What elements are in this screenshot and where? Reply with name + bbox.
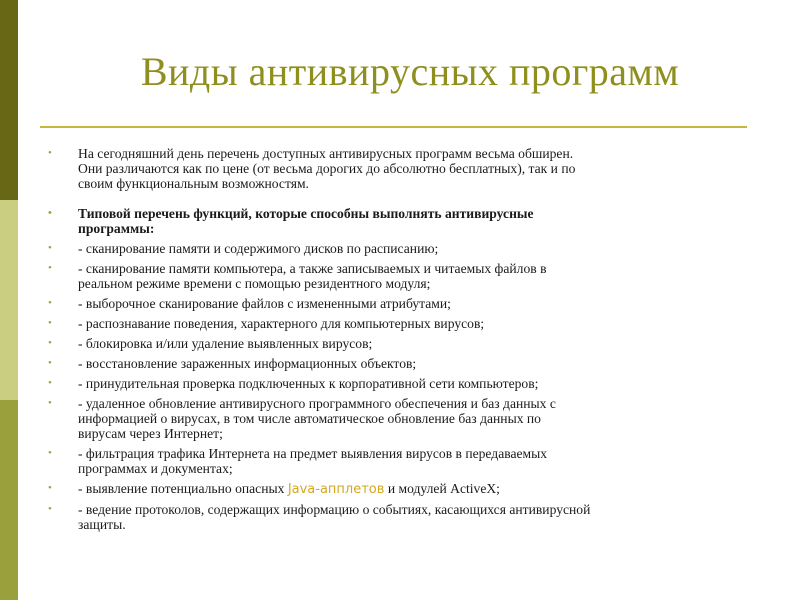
list-item-line: - ведение протоколов, содержащих информацию о событиях, касающихся антивирусной	[78, 502, 591, 517]
list-item-line: - распознавание поведения, характерного для компьютерных вирусов;	[78, 316, 485, 331]
list-item	[48, 296, 760, 311]
list-item-line: - блокировка и/или удаление выявленных вирусов;	[78, 336, 373, 351]
list-item	[48, 376, 760, 391]
list-item	[48, 316, 760, 331]
bullet-icon: •	[48, 262, 52, 274]
java-applets-link[interactable]: Java-апплетов	[287, 482, 385, 497]
bullet-icon: •	[48, 337, 52, 349]
list-item-line: - восстановление зараженных информационных объектов;	[78, 356, 417, 371]
list-item-line: вирусам через Интернет;	[78, 426, 223, 441]
list-item-protocols	[48, 502, 760, 532]
slide-content	[48, 146, 760, 532]
list-item	[48, 356, 760, 371]
list-item-line: - фильтрация трафика Интернета на предмет выявления вирусов в передаваемых	[78, 446, 548, 461]
list-item	[48, 396, 760, 441]
bullet-icon: •	[48, 447, 52, 459]
list-item	[48, 446, 760, 476]
bullet-icon: •	[48, 147, 52, 159]
list-item-line: - удаленное обновление антивирусного программного обеспечения и баз данных с	[78, 396, 556, 411]
bullet-icon: •	[48, 377, 52, 389]
intro-line: На сегодняшний день перечень доступных антивирусных программ весьма обширен.	[78, 146, 574, 161]
list-item-line: реальном режиме времени с помощью резидентного модуля;	[78, 276, 431, 291]
bullet-icon: •	[48, 482, 52, 494]
list-item-line: - выборочное сканирование файлов с измененными атрибутами;	[78, 296, 451, 311]
bullet-icon: •	[48, 397, 52, 409]
list-item	[48, 241, 760, 256]
bullet-icon: •	[48, 242, 52, 254]
bullet-icon: •	[48, 357, 52, 369]
list-item	[48, 261, 760, 291]
intro-line: своим функциональным возможностям.	[78, 176, 309, 191]
functions-heading-line: программы:	[78, 221, 155, 236]
bullet-icon: •	[48, 297, 52, 309]
functions-heading	[48, 206, 760, 236]
slide-title: Виды антивирусных программ	[140, 49, 680, 94]
functions-heading-line: Типовой перечень функций, которые способны выполнять антивирусные	[78, 206, 534, 221]
list-item-java	[48, 481, 760, 497]
list-item-line: - сканирование памяти и содержимого дисков по расписанию;	[78, 241, 439, 256]
list-item-line: - сканирование памяти компьютера, а также записываемых и читаемых файлов в	[78, 261, 547, 276]
list-item-line: защиты.	[78, 517, 126, 532]
sidebar-segment-mid	[0, 400, 18, 600]
list-item-line	[78, 481, 760, 497]
bullet-icon: •	[48, 503, 52, 515]
sidebar-stripe	[0, 0, 18, 600]
sidebar-segment-light	[0, 200, 18, 400]
bullet-icon: •	[48, 207, 52, 219]
list-item-line: информацией о вирусах, в том числе автоматическое обновление баз данных по	[78, 411, 541, 426]
list-item-line: программах и документах;	[78, 461, 233, 476]
bullet-icon: •	[48, 317, 52, 329]
java-item-suffix: и модулей ActiveX;	[384, 481, 500, 496]
list-item-line: - принудительная проверка подключенных к корпоративной сети компьютеров;	[78, 376, 539, 391]
list-item	[48, 336, 760, 351]
intro-line: Они различаются как по цене (от весьма дорогих до абсолютно бесплатных), так и по	[78, 161, 576, 176]
java-item-prefix: - выявление потенциально опасных	[78, 481, 288, 496]
sidebar-segment-dark	[0, 0, 18, 200]
title-divider	[40, 126, 747, 128]
function-list	[48, 241, 760, 476]
intro-paragraph	[48, 146, 760, 191]
